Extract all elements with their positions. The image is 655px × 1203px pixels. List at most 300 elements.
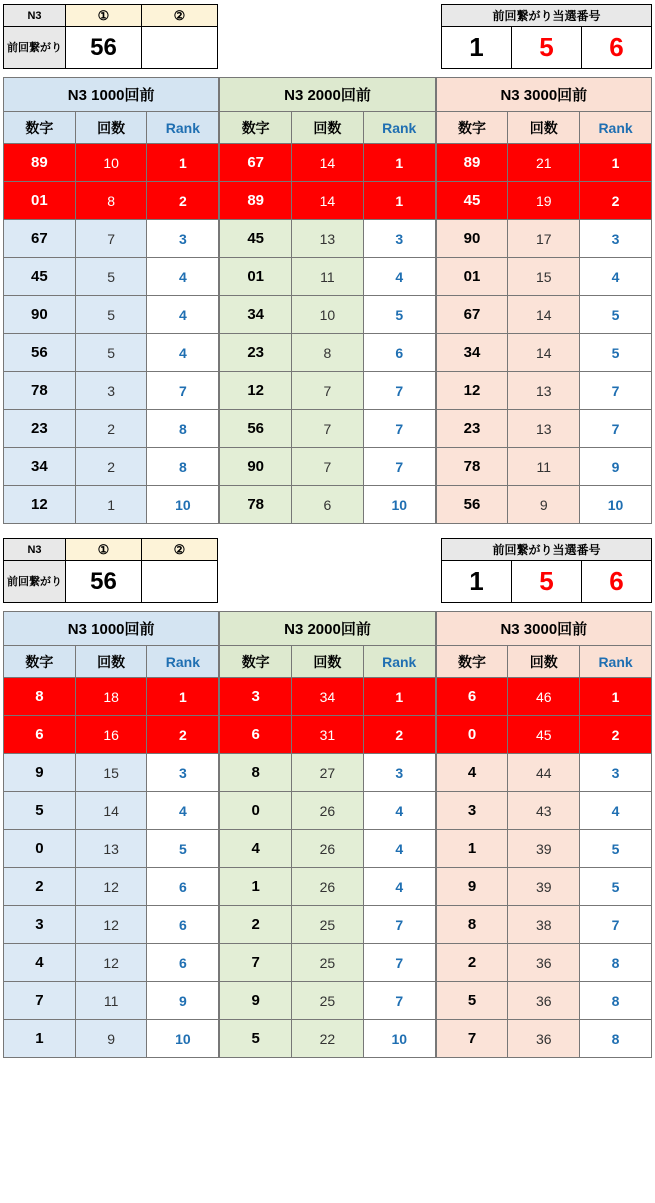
cell-number: 5 — [220, 1020, 292, 1058]
col-header-number: 数字 — [436, 112, 508, 144]
panel-caption: N3 1000回前 — [4, 612, 219, 646]
table-row — [436, 982, 651, 1020]
cell-rank: 2 — [147, 716, 219, 754]
cell-count: 17 — [508, 220, 580, 258]
cell-number: 23 — [4, 410, 76, 448]
cell-rank: 2 — [580, 716, 652, 754]
col-header-rank: Rank — [147, 646, 219, 678]
cell-rank: 4 — [363, 792, 435, 830]
table-row — [4, 334, 219, 372]
table-row — [220, 754, 435, 792]
cell-count: 25 — [292, 982, 364, 1020]
cell-rank: 8 — [580, 1020, 652, 1058]
cell-rank: 5 — [580, 830, 652, 868]
cell-rank: 5 — [580, 868, 652, 906]
cell-count: 8 — [292, 334, 364, 372]
cell-count: 25 — [292, 906, 364, 944]
winning-number-2-3: 6 — [582, 561, 652, 603]
cell-rank: 4 — [363, 830, 435, 868]
cell-count: 22 — [292, 1020, 364, 1058]
cell-number: 8 — [220, 754, 292, 792]
cell-count: 7 — [292, 448, 364, 486]
cell-rank: 5 — [580, 296, 652, 334]
cell-rank: 1 — [147, 678, 219, 716]
cell-rank: 4 — [147, 296, 219, 334]
table-row — [220, 716, 435, 754]
cell-count: 7 — [292, 372, 364, 410]
table-row — [4, 486, 219, 524]
cell-number: 7 — [436, 1020, 508, 1058]
table-row — [436, 448, 651, 486]
cell-rank: 10 — [147, 1020, 219, 1058]
cell-rank: 7 — [580, 410, 652, 448]
cell-count: 15 — [508, 258, 580, 296]
previous-link-summary-table-1 — [3, 4, 218, 69]
table-row — [220, 944, 435, 982]
col-header-number: 数字 — [436, 646, 508, 678]
col-header-count: 回数 — [292, 646, 364, 678]
table-row — [436, 678, 651, 716]
table-row — [436, 334, 651, 372]
cell-rank: 2 — [147, 182, 219, 220]
cell-count: 14 — [508, 296, 580, 334]
table-row — [220, 982, 435, 1020]
cell-count: 26 — [292, 830, 364, 868]
cell-rank: 8 — [147, 410, 219, 448]
cell-number: 23 — [436, 410, 508, 448]
cell-count: 13 — [75, 830, 147, 868]
table-row — [436, 182, 651, 220]
table-row — [4, 182, 219, 220]
cell-rank: 2 — [580, 182, 652, 220]
col-header-rank: Rank — [580, 646, 652, 678]
table-row — [220, 410, 435, 448]
table-row — [436, 754, 651, 792]
summary-label-link-1: 前回繋がり — [4, 27, 66, 69]
cell-number: 2 — [220, 906, 292, 944]
cell-count: 2 — [75, 448, 147, 486]
cell-number: 8 — [436, 906, 508, 944]
cell-number: 01 — [220, 258, 292, 296]
table-row — [4, 982, 219, 1020]
cell-number: 45 — [4, 258, 76, 296]
cell-number: 90 — [220, 448, 292, 486]
cell-count: 14 — [508, 334, 580, 372]
cell-rank: 3 — [580, 220, 652, 258]
table-row — [436, 486, 651, 524]
cell-rank: 3 — [147, 754, 219, 792]
cell-rank: 4 — [363, 258, 435, 296]
summary-label-link-2: 前回繋がり — [4, 561, 66, 603]
table-row — [4, 1020, 219, 1058]
table-row — [4, 448, 219, 486]
section-divider — [0, 524, 655, 534]
cell-count: 11 — [292, 258, 364, 296]
cell-count: 2 — [75, 410, 147, 448]
winning-number-1-3: 6 — [582, 27, 652, 69]
cell-number: 0 — [4, 830, 76, 868]
cell-count: 12 — [75, 906, 147, 944]
cell-number: 3 — [220, 678, 292, 716]
cell-rank: 3 — [363, 754, 435, 792]
cell-count: 46 — [508, 678, 580, 716]
summary-col2-header-1: ② — [142, 5, 218, 27]
cell-rank: 4 — [580, 258, 652, 296]
table-row — [4, 372, 219, 410]
table-row — [436, 830, 651, 868]
winning-numbers-table-1 — [441, 4, 652, 69]
cell-number: 1 — [436, 830, 508, 868]
cell-rank: 10 — [363, 486, 435, 524]
cell-rank: 8 — [580, 944, 652, 982]
col-header-count: 回数 — [508, 646, 580, 678]
table-row — [220, 144, 435, 182]
panel-caption: N3 3000回前 — [436, 612, 651, 646]
summary-col1-header-1: ① — [66, 5, 142, 27]
table-row — [4, 220, 219, 258]
col-header-rank: Rank — [363, 112, 435, 144]
cell-number: 89 — [436, 144, 508, 182]
cell-number: 5 — [436, 982, 508, 1020]
cell-number: 9 — [220, 982, 292, 1020]
cell-rank: 6 — [147, 944, 219, 982]
table-row — [4, 944, 219, 982]
cell-count: 16 — [75, 716, 147, 754]
summary-col2-header-2: ② — [142, 539, 218, 561]
cell-count: 34 — [292, 678, 364, 716]
cell-rank: 7 — [363, 944, 435, 982]
cell-number: 01 — [4, 182, 76, 220]
col-header-rank: Rank — [147, 112, 219, 144]
cell-count: 5 — [75, 334, 147, 372]
section-1-header — [0, 0, 655, 69]
table-row — [436, 144, 651, 182]
cell-count: 10 — [292, 296, 364, 334]
table-row — [220, 868, 435, 906]
table-row — [220, 906, 435, 944]
cell-rank: 1 — [580, 144, 652, 182]
table-row — [436, 296, 651, 334]
table-row — [436, 944, 651, 982]
cell-number: 6 — [4, 716, 76, 754]
cell-rank: 1 — [580, 678, 652, 716]
cell-count: 38 — [508, 906, 580, 944]
col-header-count: 回数 — [508, 112, 580, 144]
cell-count: 6 — [292, 486, 364, 524]
table-row — [220, 830, 435, 868]
cell-rank: 7 — [363, 372, 435, 410]
cell-rank: 1 — [363, 182, 435, 220]
cell-count: 3 — [75, 372, 147, 410]
cell-number: 01 — [436, 258, 508, 296]
cell-number: 90 — [4, 296, 76, 334]
cell-rank: 7 — [363, 906, 435, 944]
cell-count: 11 — [508, 448, 580, 486]
table-row — [220, 678, 435, 716]
cell-number: 0 — [436, 716, 508, 754]
cell-number: 56 — [220, 410, 292, 448]
cell-rank: 7 — [363, 410, 435, 448]
cell-rank: 2 — [363, 716, 435, 754]
cell-count: 44 — [508, 754, 580, 792]
cell-rank: 8 — [580, 982, 652, 1020]
cell-rank: 3 — [580, 754, 652, 792]
table-row — [436, 716, 651, 754]
cell-number: 12 — [220, 372, 292, 410]
winning-number-2-2: 5 — [512, 561, 582, 603]
cell-count: 12 — [75, 868, 147, 906]
cell-number: 8 — [4, 678, 76, 716]
panel-1000-a — [3, 77, 219, 524]
col-header-count: 回数 — [292, 112, 364, 144]
cell-rank: 8 — [147, 448, 219, 486]
cell-rank: 9 — [147, 982, 219, 1020]
cell-count: 45 — [508, 716, 580, 754]
section-2-header — [0, 534, 655, 603]
table-row — [4, 830, 219, 868]
cell-rank: 1 — [363, 144, 435, 182]
cell-count: 10 — [75, 144, 147, 182]
summary-label-n3-1: N3 — [4, 5, 66, 27]
cell-count: 13 — [508, 410, 580, 448]
cell-count: 43 — [508, 792, 580, 830]
cell-rank: 7 — [147, 372, 219, 410]
table-row — [220, 1020, 435, 1058]
cell-count: 8 — [75, 182, 147, 220]
cell-count: 15 — [75, 754, 147, 792]
cell-rank: 10 — [147, 486, 219, 524]
section-1-panels — [0, 77, 655, 524]
col-header-rank: Rank — [580, 112, 652, 144]
table-row — [436, 372, 651, 410]
cell-rank: 3 — [363, 220, 435, 258]
table-row — [4, 792, 219, 830]
table-row — [4, 754, 219, 792]
cell-count: 12 — [75, 944, 147, 982]
cell-number: 7 — [220, 944, 292, 982]
cell-rank: 6 — [147, 906, 219, 944]
table-row — [4, 678, 219, 716]
col-header-number: 数字 — [220, 112, 292, 144]
panel-caption: N3 3000回前 — [436, 78, 651, 112]
cell-number: 89 — [4, 144, 76, 182]
table-row — [4, 296, 219, 334]
winning-numbers-title-1: 前回繋がり当選番号 — [442, 5, 652, 27]
cell-count: 39 — [508, 868, 580, 906]
cell-count: 31 — [292, 716, 364, 754]
cell-rank: 7 — [363, 982, 435, 1020]
table-row — [4, 258, 219, 296]
cell-number: 9 — [4, 754, 76, 792]
cell-number: 34 — [4, 448, 76, 486]
cell-count: 18 — [75, 678, 147, 716]
section-2-panels — [0, 611, 655, 1058]
col-header-number: 数字 — [220, 646, 292, 678]
cell-number: 9 — [436, 868, 508, 906]
table-row — [220, 448, 435, 486]
cell-number: 4 — [436, 754, 508, 792]
cell-number: 12 — [436, 372, 508, 410]
table-row — [4, 144, 219, 182]
previous-link-summary-table-2 — [3, 538, 218, 603]
col-header-rank: Rank — [363, 646, 435, 678]
table-row — [4, 410, 219, 448]
table-row — [4, 906, 219, 944]
cell-rank: 10 — [580, 486, 652, 524]
cell-number: 45 — [436, 182, 508, 220]
cell-number: 1 — [220, 868, 292, 906]
cell-number: 4 — [220, 830, 292, 868]
cell-rank: 3 — [147, 220, 219, 258]
col-header-number: 数字 — [4, 646, 76, 678]
cell-count: 13 — [292, 220, 364, 258]
cell-count: 25 — [292, 944, 364, 982]
cell-number: 67 — [220, 144, 292, 182]
panel-3000-b — [436, 611, 652, 1058]
cell-number: 23 — [220, 334, 292, 372]
table-row — [4, 868, 219, 906]
cell-count: 36 — [508, 944, 580, 982]
cell-rank: 1 — [147, 144, 219, 182]
cell-rank: 9 — [580, 448, 652, 486]
cell-count: 36 — [508, 1020, 580, 1058]
panel-2000-a — [219, 77, 435, 524]
cell-count: 5 — [75, 296, 147, 334]
cell-rank: 4 — [147, 258, 219, 296]
cell-number: 2 — [4, 868, 76, 906]
table-row — [220, 220, 435, 258]
cell-count: 26 — [292, 868, 364, 906]
table-row — [220, 182, 435, 220]
cell-count: 27 — [292, 754, 364, 792]
col-header-count: 回数 — [75, 112, 147, 144]
cell-count: 14 — [292, 144, 364, 182]
table-row — [220, 486, 435, 524]
cell-rank: 5 — [363, 296, 435, 334]
col-header-count: 回数 — [75, 646, 147, 678]
cell-number: 12 — [4, 486, 76, 524]
cell-number: 34 — [436, 334, 508, 372]
table-row — [436, 868, 651, 906]
summary-label-n3-2: N3 — [4, 539, 66, 561]
section-1 — [0, 0, 655, 524]
cell-rank: 7 — [580, 906, 652, 944]
cell-number: 7 — [4, 982, 76, 1020]
cell-rank: 4 — [147, 334, 219, 372]
winning-number-2-1: 1 — [442, 561, 512, 603]
cell-number: 6 — [436, 678, 508, 716]
summary-value-2-1 — [142, 27, 218, 69]
table-row — [220, 792, 435, 830]
cell-number: 90 — [436, 220, 508, 258]
table-row — [436, 220, 651, 258]
cell-rank: 4 — [363, 868, 435, 906]
table-row — [436, 906, 651, 944]
summary-value-1-1: 56 — [66, 27, 142, 69]
summary-col1-header-2: ① — [66, 539, 142, 561]
cell-rank: 5 — [580, 334, 652, 372]
table-row — [220, 258, 435, 296]
cell-rank: 4 — [580, 792, 652, 830]
cell-count: 14 — [75, 792, 147, 830]
cell-number: 78 — [220, 486, 292, 524]
cell-count: 5 — [75, 258, 147, 296]
cell-number: 1 — [4, 1020, 76, 1058]
cell-count: 36 — [508, 982, 580, 1020]
summary-value-2-1: 56 — [66, 561, 142, 603]
cell-number: 78 — [436, 448, 508, 486]
section-2 — [0, 534, 655, 1058]
table-row — [436, 1020, 651, 1058]
winning-number-1-2: 5 — [512, 27, 582, 69]
summary-value-2-2 — [142, 561, 218, 603]
panel-1000-b — [3, 611, 219, 1058]
table-row — [436, 410, 651, 448]
cell-count: 39 — [508, 830, 580, 868]
cell-number: 45 — [220, 220, 292, 258]
cell-count: 7 — [292, 410, 364, 448]
winning-number-1-1: 1 — [442, 27, 512, 69]
cell-number: 56 — [4, 334, 76, 372]
cell-rank: 7 — [580, 372, 652, 410]
winning-numbers-table-2 — [441, 538, 652, 603]
cell-number: 34 — [220, 296, 292, 334]
cell-number: 67 — [4, 220, 76, 258]
cell-count: 13 — [508, 372, 580, 410]
cell-rank: 6 — [147, 868, 219, 906]
winning-numbers-title-2: 前回繋がり当選番号 — [442, 539, 652, 561]
cell-count: 1 — [75, 486, 147, 524]
cell-count: 9 — [508, 486, 580, 524]
cell-number: 0 — [220, 792, 292, 830]
col-header-number: 数字 — [4, 112, 76, 144]
panel-caption: N3 1000回前 — [4, 78, 219, 112]
cell-count: 26 — [292, 792, 364, 830]
cell-rank: 10 — [363, 1020, 435, 1058]
cell-number: 5 — [4, 792, 76, 830]
panel-3000-a — [436, 77, 652, 524]
cell-number: 89 — [220, 182, 292, 220]
cell-rank: 4 — [147, 792, 219, 830]
cell-number: 2 — [436, 944, 508, 982]
cell-number: 6 — [220, 716, 292, 754]
cell-count: 9 — [75, 1020, 147, 1058]
cell-count: 14 — [292, 182, 364, 220]
panel-2000-b — [219, 611, 435, 1058]
table-row — [220, 372, 435, 410]
cell-rank: 1 — [363, 678, 435, 716]
cell-rank: 7 — [363, 448, 435, 486]
cell-rank: 5 — [147, 830, 219, 868]
table-row — [436, 258, 651, 296]
cell-count: 19 — [508, 182, 580, 220]
cell-number: 67 — [436, 296, 508, 334]
table-row — [436, 792, 651, 830]
cell-count: 7 — [75, 220, 147, 258]
cell-number: 56 — [436, 486, 508, 524]
panel-caption: N3 2000回前 — [220, 612, 435, 646]
cell-count: 11 — [75, 982, 147, 1020]
panel-caption: N3 2000回前 — [220, 78, 435, 112]
cell-number: 3 — [4, 906, 76, 944]
table-row — [220, 296, 435, 334]
cell-count: 21 — [508, 144, 580, 182]
cell-number: 4 — [4, 944, 76, 982]
table-row — [4, 716, 219, 754]
table-row — [220, 334, 435, 372]
cell-number: 3 — [436, 792, 508, 830]
cell-rank: 6 — [363, 334, 435, 372]
